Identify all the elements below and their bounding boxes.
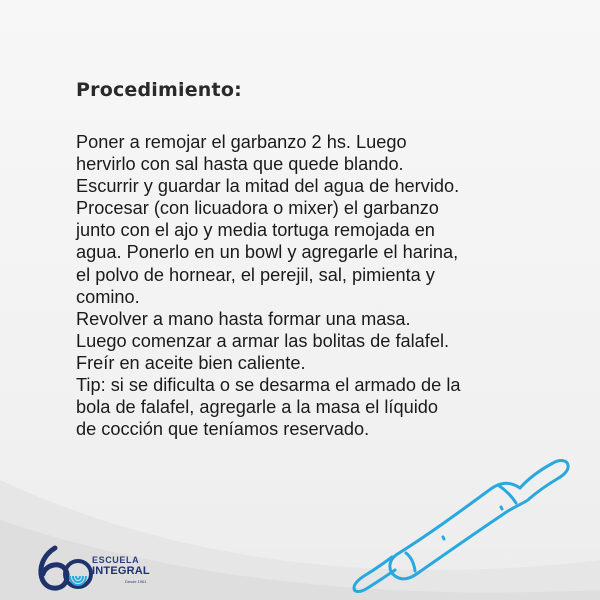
recipe-instructions: [76, 131, 546, 440]
instruction-line: Tip: si se dificulta o se desarma el armado de la: [76, 375, 461, 396]
instruction-line: Revolver a mano hasta formar una masa.: [76, 308, 411, 329]
instruction-line: agua. Ponerlo en un bowl y agregarle el harina,: [76, 242, 459, 263]
section-heading: Procedimiento:: [76, 79, 242, 101]
instruction-line: el polvo de hornear, el perejil, sal, pimienta y: [76, 264, 435, 285]
instruction-line: bola de falafel, agregarle a la masa el líquido: [76, 397, 438, 418]
logo-text-integral: INTEGRAL: [92, 565, 150, 577]
sixty-anniversary-icon: [33, 538, 93, 594]
instruction-line: Poner a remojar el garbanzo 2 hs. Luego: [76, 132, 407, 152]
rolling-pin-icon: [348, 455, 588, 600]
instruction-line: Freír en aceite bien caliente.: [76, 352, 306, 373]
instruction-line: hervirlo con sal hasta que quede blando.: [76, 154, 404, 175]
instruction-line: Escurrir y guardar la mitad del agua de hervido.: [76, 176, 460, 197]
instruction-line: junto con el ajo y media tortuga remojada en: [76, 220, 435, 241]
instruction-line: Luego comenzar a armar las bolitas de falafel.: [76, 330, 450, 351]
escuela-integral-logo: [33, 538, 173, 594]
instruction-line: Procesar (con licuadora o mixer) el garbanzo: [76, 198, 439, 219]
logo-text-since: Desde 1961: [125, 579, 147, 584]
instruction-line: de cocción que teníamos reservado.: [76, 419, 370, 440]
instruction-line: comino.: [76, 286, 140, 307]
logo-text-escuela: ESCUELA: [92, 555, 140, 565]
